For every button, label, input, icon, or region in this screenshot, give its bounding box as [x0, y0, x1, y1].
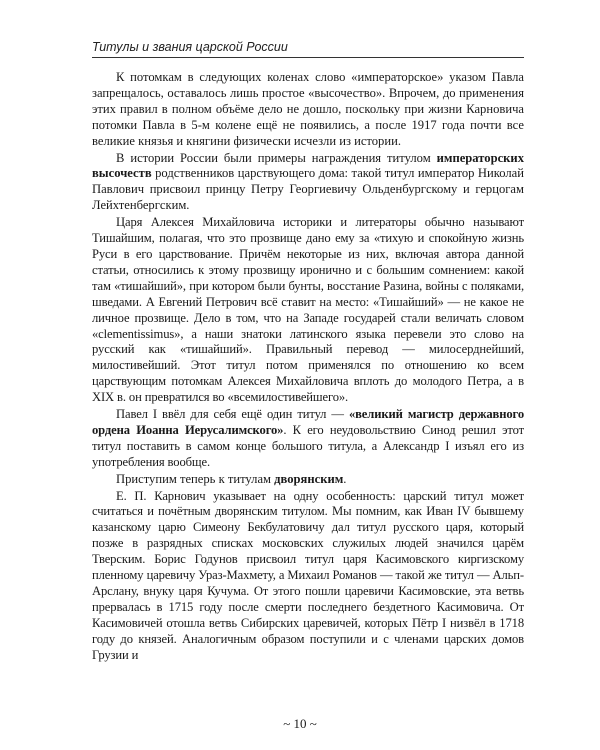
paragraph-2-lead: В истории России были примеры награждения титулом — [116, 150, 437, 165]
paragraph-4-lead: Павел I ввёл для себя ещё один титул — — [116, 407, 349, 422]
paragraph-2-emphasis: императорских высочеств — [92, 150, 524, 181]
paragraph-5-emphasis: дворянским — [274, 471, 344, 486]
page-number: ~ 10 ~ — [283, 716, 317, 731]
paragraph-2-rest: родственников царствующего дома: такой титул император Николай Павлович присвоил принцу Петру Георгиевичу Ольденбургскому и герцогам Лейхтенбергским. — [92, 166, 524, 213]
paragraph-4-emphasis: «великий магистр державного ордена Иоанна Иерусалимского» — [92, 407, 525, 437]
paragraph-5-lead: Приступим теперь к титулам — [116, 471, 275, 486]
paragraph-5-rest: . — [343, 471, 347, 486]
paragraph-2 — [92, 151, 524, 215]
body-text — [92, 70, 524, 665]
paragraph-5 — [92, 472, 524, 488]
paragraph-1: К потомкам в следующих коленах слово «императорское» указом Павла запрещалось, оставалось лишь простое «высочество». Впрочем, до применения этих правил в полном объёме дело не дошло, поскольку при жизни Карновича потомки Павла в 5-м колене ещё не появились, а после 1917 года почти все великие князья и княгини физически исчезли из истории. — [92, 70, 524, 148]
running-header-title: Титулы и звания царской России — [92, 40, 524, 58]
paragraph-4-rest: . К его неудовольствию Синод решил этот титул поставить в самом конце большого титула, а Александр I изъял его из употребления вообще. — [92, 422, 525, 469]
paragraph-6: Е. П. Карнович указывает на одну особенность: царский титул может считаться и почётным дворянским титулом. Мы помним, как Иван IV бывшему казанскому царю Симеону Бекбулатовичу дал титул русского царя, который позже в разрядных списках московских служилых людей значился царём Тверским. Борис Годунов присвоил титул царя Касимовского киргизскому пленному царевичу Ураз-Махмету, а Михаил Романов — такой же титул — Альп-Арслану, внуку царя Кучума. От этого пошли царевичи Касимовские, эта ветвь прервалась в 1715 году после смерти последнего бездетного Касимовича. От Касимовичей отошла ветвь Сибирских царевичей, которых Пётр I низвёл в 1718 году до князей. Аналогичным образом поступили и с членами царских домов Грузии и — [92, 488, 524, 662]
paragraph-4 — [92, 407, 524, 471]
paragraph-3: Царя Алексея Михайловича историки и литераторы обычно называют Тишайшим, полагая, что это прозвище дано ему за «тихую и спокойную жизнь Руси в его царствование. Причём некоторые из них, включая автора данной статьи, относились к этому прозвищу иронично и с большим сомнением: какой там «тишайший», при котором были бунты, восстание Разина, войны с поляками, шведами. А Евгений Петрович всё ставит на место: «Тишайший» — не какое не личное прозвище. Дело в том, что на Западе государей стали величать словом «clementissimus», а наши знатоки латинского языка перевели это слово на русский как «тишайший». Правильный перевод — милосерднейший, милостивейший. Этот титул потом применялся по отношению ко всем царствующим потомкам Алексея Михайловича вплоть до молодого Петра, а в XIX в. он превратился во «всемилостивейшего». — [92, 215, 524, 405]
